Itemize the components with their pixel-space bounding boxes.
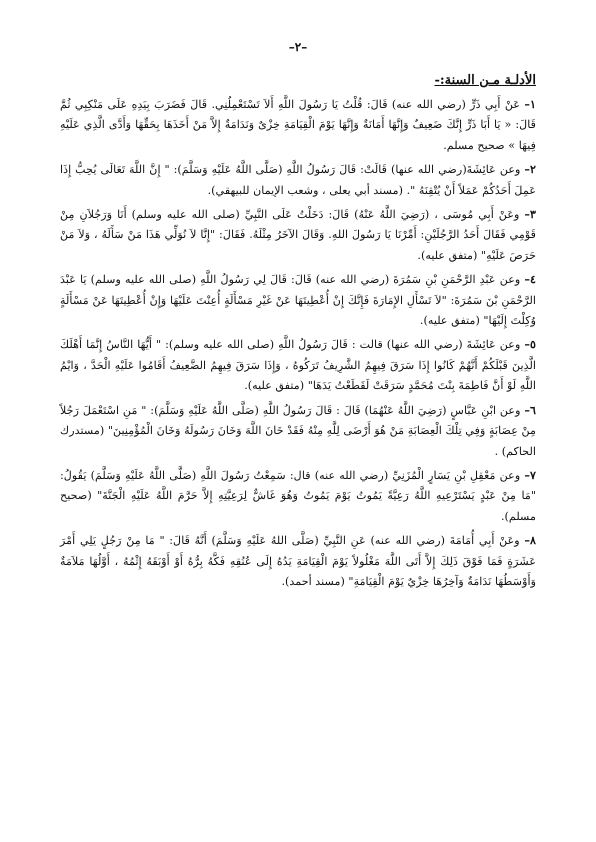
hadith-number: ٢– <box>524 162 536 177</box>
hadith-paragraph <box>60 159 536 201</box>
hadith-text: وعن عَائِشَةَ(رضي الله عنها) قَالَتْ: قَالَ رَسُولُ اللَّهِ (صَلَّى اللَّهُ عَلَيْهِ وَسَلَّمَ): " إِنَّ اللَّهَ تَعَالَى يُحِبُّ إِذَا عَمِلَ أَحَدُكُمْ عَمَلاً أَنْ يُتْقِنَهُ ". (مسند أبي يعلى ، وشعب الإيمان للبيهقي). <box>60 163 536 197</box>
hadith-text: عَنْ أَبِي ذَرٍّ (رضي الله عنه) قَالَ: قُلْتُ يَا رَسُولَ اللَّهِ أَلاَ تَسْتَعْمِلُنِي. قَالَ فَضَرَبَ بِيَدِهِ عَلَى مَنْكِبِي ثُمَّ قَالَ: « يَا أَبَا ذَرٍّ إِنَّكَ ضَعِيفٌ وَإِنَّهَا أَمَانَةٌ وَإِنَّهَا يَوْمَ الْقِيَامَةِ خِزْىٌ وَنَدَامَةٌ إِلاَّ مَنْ أَخَذَهَا بِحَقِّهَا وَأَدَّى الَّذِي عَلَيْهِ فِيهَا » صحيح مسلم. <box>60 98 536 152</box>
hadith-text: وعن ابْنِ عَبَّاسٍ (رَضِيَ اللَّهُ عَنْهُمَا) قَالَ : قَالَ رَسُولُ اللَّهِ (صَلَّى اللَّهُ عَلَيْهِ وَسَلَّمَ): " مَنِ اسْتَعْمَلَ رَجُلاً مِنْ عِصَابَةٍ وَفِي تِلْكَ الْعِصَابَةِ مَنْ هُوَ أَرْضَى لِلَّهِ مِنْهُ فَقَدْ خَانَ اللَّهَ وَخَانَ رَسُولَهُ وَخَانَ الْمُؤْمِنِينَ" (مستدرك الحاكم) . <box>60 403 536 458</box>
hadith-paragraph <box>60 269 536 331</box>
hadith-number: ٧– <box>524 467 536 482</box>
document-body <box>60 70 536 595</box>
hadith-paragraph <box>60 530 536 592</box>
hadith-number: ١– <box>524 97 536 111</box>
hadith-paragraph <box>60 334 536 396</box>
hadith-number: ٥– <box>524 337 536 352</box>
hadith-text: وعَنْ أَبِي مُوسَى ، (رَضِيَ اللَّهُ عَنْهُ) قَالَ: دَخَلْتُ عَلَى النَّبِيِّ (صلى الله عليه وسلم) أَنَا وَرَجُلاَنِ مِنْ قَوْمِي فَقَالَ أَحَدُ الرَّجُلَيْنِ: أَمِّرْنَا يَا رَسُولَ اللهِ. وَقَالَ الآخَرُ مِثْلَهُ. فَقَالَ: "إِنَّا لاَ نُوَلِّي هَذَا مَنْ سَأَلَهُ ، وَلاَ مَنْ حَرَصَ عَلَيْهِ" (متفق عليه). <box>60 208 536 262</box>
hadith-paragraph <box>60 465 536 527</box>
hadith-paragraph <box>60 94 536 156</box>
hadith-number: ٦– <box>524 402 536 417</box>
hadith-text: وعن عَائِشَةَ (رضي الله عنها) قالت : قَالَ رَسُولُ اللَّهِ (صلى الله عليه وسلم): " أَيُّهَا النَّاسُ إِنَّمَا أَهْلَكَ الَّذِينَ قَبْلَكُمْ أَنَّهُمْ كَانُوا إِذَا سَرَقَ فِيهِمُ الشَّرِيفُ تَرَكُوهُ ، وَإِذَا سَرَقَ فِيهِمُ الضَّعِيفُ أَقَامُوا عَلَيْهِ الْحَدَّ ، وَايْمُ اللَّهِ لَوْ أَنَّ فَاطِمَةَ بِنْتَ مُحَمَّدٍ سَرَقَتْ لَقَطَعْتُ يَدَهَا" (متفق عليه). <box>60 338 536 393</box>
page-number: –٢– <box>288 40 308 54</box>
hadith-text: وعَنْ أَبِي أُمَامَةَ (رضي الله عنه) عَنِ النَّبِيِّ (صَلَّى اللهُ عَلَيْهِ وَسَلَّمَ) أَنَّهُ قَالَ: " مَا مِنْ رَجُلٍ يَلِي أَمْرَ عَشَرَةٍ فَمَا فَوْقَ ذَلِكَ إِلاَّ أَتَى اللَّهَ مَغْلُولاً يَوْمَ الْقِيَامَةِ يَدُهُ إِلَى عُنُقِهِ فَكَّهُ بِرُّهُ أَوْ أَوْبَقَهُ إِثْمُهُ ، أَوَّلُهَا مَلاَمَةٌ وَأَوْسَطُهَا نَدَامَةٌ وَآخِرُهَا خِزْيٌ يَوْمَ الْقِيَامَةِ" (مسند أحمد). <box>60 534 536 588</box>
hadith-number: ٨– <box>524 533 536 548</box>
hadith-text: وعن مَعْقِلِ بْنِ يَسَارٍ الْمُزَنِيِّ (رضي الله عنه) قال: سَمِعْتُ رَسُولَ اللَّهِ (صَلَّى اللَّهُ عَلَيْهِ وَسَلَّمَ) يَقُولُ: "مَا مِنْ عَبْدٍ يَسْتَرْعِيهِ اللَّهُ رَعِيَّةً يَمُوتُ يَوْمَ يَمُوتُ وَهُوَ غَاشٌّ لِرَعِيَّتِهِ إِلاَّ حَرَّمَ اللَّهُ عَلَيْهِ الْجَنَّةَ" (صحيح مسلم). <box>60 468 536 523</box>
hadith-paragraph <box>60 204 536 266</box>
hadith-number: ٤– <box>524 272 536 287</box>
section-title: الأدلـة مـن السنة:- <box>434 73 536 88</box>
hadith-text: وعن عَبْدِ الرَّحْمَنِ بْنِ سَمُرَةَ (رضي الله عنه) قَالَ: قَالَ لِي رَسُولُ اللَّهِ (صلى الله عليه وسلم) يَا عَبْدَ الرَّحْمَنِ بْنَ سَمُرَةَ: "لاَ تَسْأَلِ الإِمَارَةَ فَإِنَّكَ إِنْ أُعْطِيتَهَا عَنْ غَيْرِ مَسْأَلَةٍ أُعِنْتَ عَلَيْهَا وَإِنْ أُعْطِيتَهَا عَنْ مَسْأَلَةٍ وُكِلْتَ إِلَيْهَا" (متفق عليه). <box>60 273 536 328</box>
hadith-paragraph <box>60 400 536 462</box>
hadith-number: ٣– <box>524 207 536 222</box>
